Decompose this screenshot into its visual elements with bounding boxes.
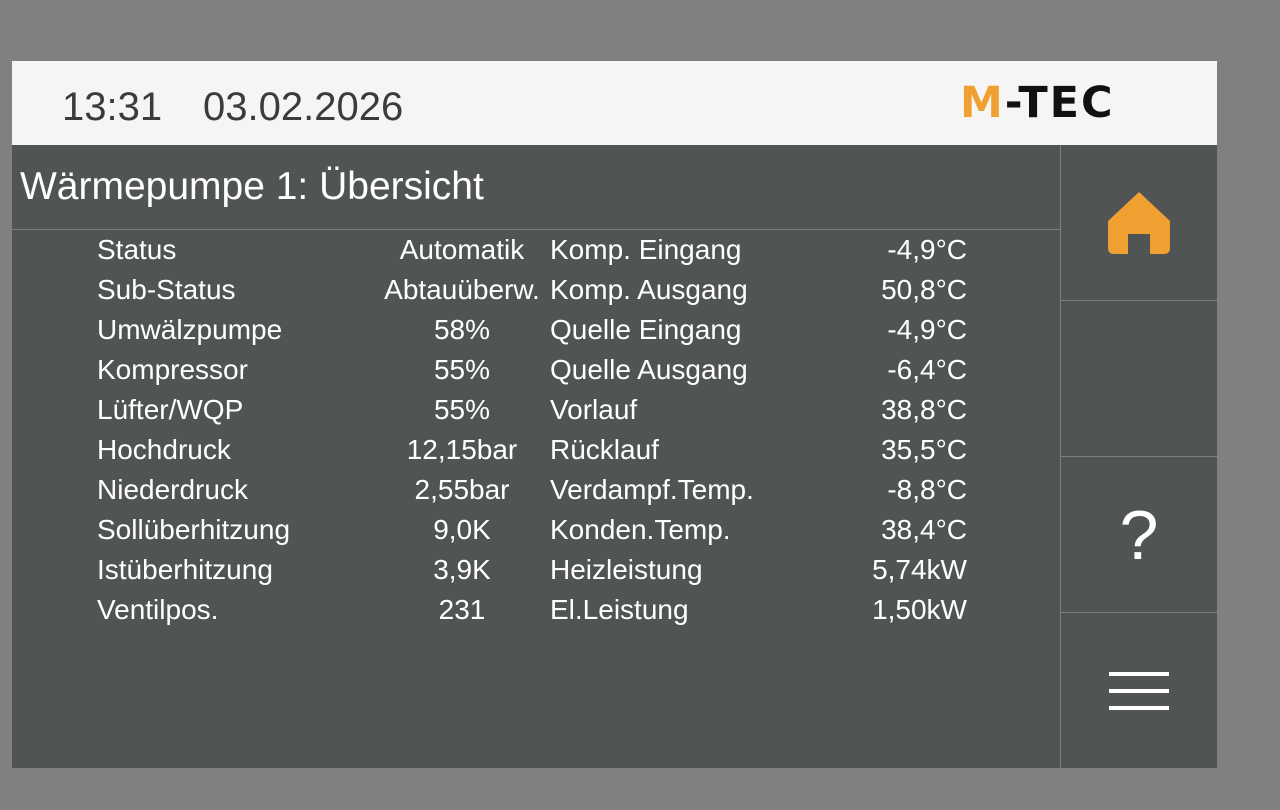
left-row-label: Sub-Status — [97, 274, 236, 305]
clock-date: 03.02.2026 — [203, 85, 404, 129]
hamburger-menu-icon — [1109, 670, 1169, 712]
left-row-value: 231 — [438, 594, 486, 625]
left-row-label: Istüberhitzung — [97, 554, 273, 585]
right-row-label: Quelle Eingang — [550, 314, 742, 345]
m-tec-logo — [960, 78, 1115, 128]
right-row-value: 1,50kW — [872, 594, 967, 625]
right-row-label: Verdampf.Temp. — [550, 474, 754, 505]
menu-button[interactable] — [1061, 613, 1217, 768]
right-row-value: 5,74kW — [872, 554, 967, 585]
left-row-value: Automatik — [399, 234, 525, 265]
left-row-value: 55% — [433, 394, 491, 425]
left-row-label: Ventilpos. — [97, 594, 219, 625]
header-bar — [12, 61, 1217, 145]
left-row-value: 2,55bar — [414, 474, 510, 505]
left-row-label: Umwälzpumpe — [97, 314, 283, 345]
left-row-label: Hochdruck — [97, 434, 231, 465]
left-row — [12, 470, 1060, 510]
right-row-label: Rücklauf — [550, 434, 659, 465]
right-row-label: Komp. Ausgang — [550, 274, 748, 305]
right-row-value: -6,4°C — [887, 354, 967, 385]
left-row — [12, 390, 1060, 430]
logo-tec: -TEC — [1004, 78, 1115, 128]
left-row — [12, 510, 1060, 550]
right-row-label: Komp. Eingang — [550, 234, 742, 265]
left-row — [12, 350, 1060, 390]
empty-button[interactable] — [1061, 301, 1217, 457]
right-row-value: -8,8°C — [887, 474, 967, 505]
help-button[interactable] — [1061, 457, 1217, 613]
clock-time: 13:31 — [62, 85, 163, 129]
right-row-label: Quelle Ausgang — [550, 354, 748, 385]
overview-content — [12, 145, 1061, 768]
left-row — [12, 430, 1060, 470]
left-row-label: Sollüberhitzung — [97, 514, 291, 545]
home-button[interactable] — [1061, 145, 1217, 301]
left-row — [12, 230, 1060, 270]
right-row-value: 35,5°C — [881, 434, 967, 465]
right-row-label: Heizleistung — [550, 554, 703, 585]
left-row-value: 3,9K — [433, 554, 491, 585]
left-row-value: 9,0K — [433, 514, 491, 545]
left-row — [12, 310, 1060, 350]
left-row-label: Kompressor — [97, 354, 248, 385]
right-row-value: -4,9°C — [887, 234, 967, 265]
right-row-value: 38,8°C — [881, 394, 967, 425]
right-row-label: El.Leistung — [550, 594, 689, 625]
home-icon — [1106, 190, 1172, 256]
page-title: Wärmepumpe 1: Übersicht — [20, 165, 484, 208]
left-row-value: 55% — [433, 354, 491, 385]
logo-m: M — [960, 78, 1005, 128]
left-row — [12, 550, 1060, 590]
left-row-label: Niederdruck — [97, 474, 248, 505]
left-row — [12, 590, 1060, 630]
right-row-value: -4,9°C — [887, 314, 967, 345]
left-row — [12, 270, 1060, 310]
left-row-label: Status — [97, 234, 177, 265]
help-icon: ? — [1119, 495, 1159, 574]
right-row-label: Vorlauf — [550, 394, 638, 425]
left-row-value: Abtauüberw. — [384, 274, 540, 305]
left-row-value: 58% — [433, 314, 491, 345]
hmi-panel — [12, 61, 1217, 768]
right-row-label: Konden.Temp. — [550, 514, 731, 545]
left-row-value: 12,15bar — [406, 434, 518, 465]
sidebar — [1061, 145, 1217, 768]
right-row-value: 50,8°C — [881, 274, 967, 305]
right-row-value: 38,4°C — [881, 514, 967, 545]
left-row-label: Lüfter/WQP — [97, 394, 244, 425]
